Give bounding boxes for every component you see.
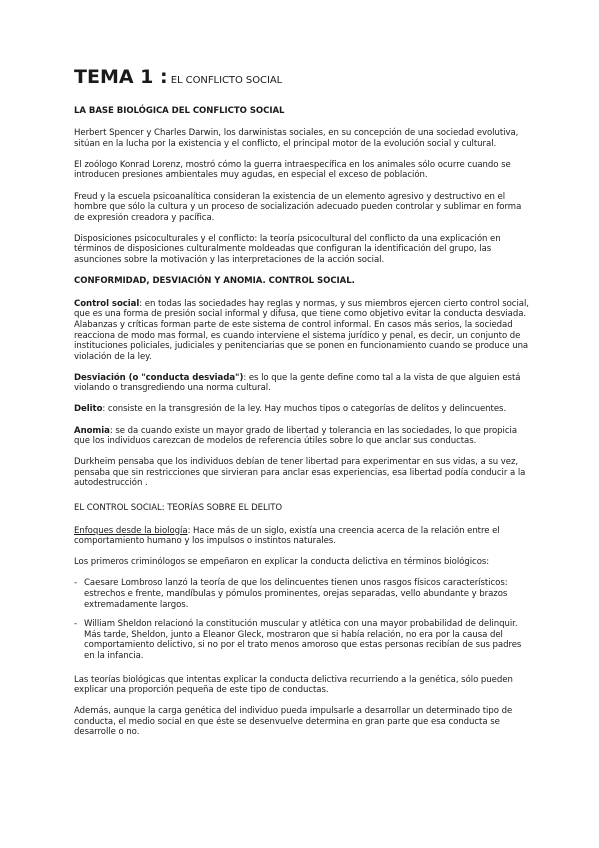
paragraph-anomia <box>74 426 529 447</box>
title-main: TEMA 1 : <box>74 66 168 88</box>
list-item-sheldon <box>74 619 529 661</box>
bullet-dash: - <box>74 619 78 630</box>
paragraph-delito <box>74 404 529 415</box>
document-page <box>74 66 529 749</box>
definition-delito: : consiste en la transgresión de la ley. Hay muchos tipos o categorías de delitos y delincuentes. <box>102 404 507 415</box>
term-desviacion: Desviación (o "conducta desviada") <box>74 372 244 383</box>
document-title <box>74 66 529 88</box>
definition-control-social: : en todas las sociedades hay reglas y normas, y sus miembros ejercen cierto control social, que es una forma de presión social informal y difusa, que tiene como objetivo evitar la conducta desviada. Alabanzas y críticas forman parte de este sistema de control informal. En casos más serios, la sociedad reacciona de modo mas formal, es cuando interviene el sistema jurídico y penal, es decir, un conjunto de instituciones policiales, judiciales y penitenciarias que se ponen en funcionamiento cuando se produce una violación de la ley. <box>74 298 529 362</box>
definition-desviacion: : es lo que la gente define como tal a la vista de que alguien está violando o transgrediendo una norma cultural. <box>74 372 521 394</box>
paragraph-genetics: Las teorías biológicas que intentas explicar la conducta delictiva recurriendo a la genética, sólo pueden explicar una proporción pequeña de este tipo de conductas. <box>74 674 513 696</box>
list-item-text: William Sheldon relacionó la constitución muscular y atlética con una mayor probabilidad de delinquir. Más tarde, Sheldon, junto a Eleanor Gleck, mostraron que si había relación, no era por la causa del comportamiento delictivo, si no por el trato menos amoroso que estas personas recibían de sus padres en la infancia. <box>84 619 522 661</box>
paragraph-lorenz: El zoólogo Konrad Lorenz, mostró cómo la guerra intraespecífica en los animales sólo ocurre cuando se introducen presiones ambientales muy agudas, en especial el exceso de población. <box>74 159 511 181</box>
paragraph-enfoques <box>74 526 529 547</box>
paragraph-spencer-darwin: Herbert Spencer y Charles Darwin, los darwinistas sociales, en su concepción de una sociedad evolutiva, sitúan en la lucha por la existencia y el conflicto, el principal motor de la evolución social y cultural. <box>74 128 519 149</box>
paragraph-desviacion <box>74 373 529 394</box>
definition-enfoques: : Hace más de un siglo, existía una creencia acerca de la relación entre el comportamiento humano y los impulsos o instintos naturales. <box>74 525 500 547</box>
title-subtitle: EL CONFLICTO SOCIAL <box>167 75 283 86</box>
term-delito: Delito <box>74 404 103 415</box>
paragraph-ademas: Además, aunque la carga genética del individuo pueda impulsarle a desarrollar un determinado tipo de conducta, el medio social en que éste se desenvuelve determina en gran parte que esa conducta se desarrolle o no. <box>74 706 513 738</box>
section-heading-conformity: CONFORMIDAD, DESVIACIÓN Y ANOMIA. CONTROL SOCIAL. <box>74 276 355 287</box>
bullet-dash: - <box>74 578 78 589</box>
paragraph-freud: Freud y la escuela psicoanalítica consideran la existencia de un elemento agresivo y destructivo en el hombre que sólo la cultura y un proceso de socialización adecuado pueden controlar y sublimar en forma de expresión creadora y pacífica. <box>74 191 522 223</box>
paragraph-criminologos: Los primeros criminólogos se empeñaron en explicar la conducta delictiva en términos biológicos: <box>74 557 490 568</box>
paragraph-psychocultural: Disposiciones psicoculturales y el conflicto: la teoría psicocultural del conflicto da una explicación en términos de disposiciones culturalmente moldeadas que configuran la identificación del grupo, las asunciones sobre la motivación y las interpretaciones de la acción social. <box>74 233 501 266</box>
paragraph-durkheim: Durkheim pensaba que los individuos debían de tener libertad para experimentar en sus vidas, a su vez, pensaba que sin restricciones que sirvieran para anclar esas experiencias, esa libertad podía conducir a la autodestrucción . <box>74 457 526 489</box>
section-heading-theories: EL CONTROL SOCIAL: TEORÍAS SOBRE EL DELITO <box>74 503 283 514</box>
list-item-lombroso <box>74 578 529 610</box>
term-control-social: Control social <box>74 298 140 309</box>
section-heading-biological-basis: LA BASE BIOLÓGICA DEL CONFLICTO SOCIAL <box>74 105 285 116</box>
term-enfoques-biologia: Enfoques desde la biología <box>74 525 188 536</box>
term-anomia: Anomia <box>74 425 110 436</box>
paragraph-control-social <box>74 299 529 363</box>
list-item-text: Caesare Lombroso lanzó la teoría de que los delincuentes tienen unos rasgos físicos característicos: estrechos e frente, mandíbulas y pómulos prominentes, orejas separadas, vello abundante y brazos extremadamente largos. <box>84 578 508 610</box>
definition-anomia: : se da cuando existe un mayor grado de libertad y tolerancia en las sociedades, lo que propicia que los individuos carezcan de modelos de referencia útiles sobre lo que anclar sus conductas. <box>74 425 518 447</box>
